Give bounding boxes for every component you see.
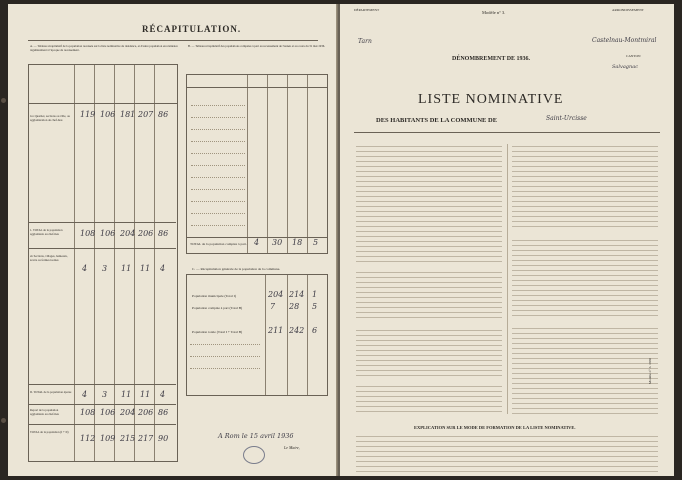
table-a <box>28 64 178 462</box>
row-label: TOTAL de la population (I + II) <box>30 430 69 434</box>
commune-value: Saint-Urcisse <box>546 115 587 122</box>
instructions-column-right <box>512 144 658 230</box>
canton-label: CANTON <box>626 54 641 58</box>
row-label: 1. TOTAL de la population agglomérée au chef-lieu <box>30 228 63 236</box>
place-date: A Rom le 15 avril 1936 <box>218 432 294 440</box>
row-label: II. TOTAL de la population éparse <box>30 390 72 394</box>
row-label: Report de la population agglomérée au chef-lieu <box>30 408 59 416</box>
commune-heading: DES HABITANTS DE LA COMMUNE DE <box>376 117 498 124</box>
section-c-title: C. — Récapitulation générale de la population de la commune. <box>192 267 281 271</box>
census-title: DÉNOMBREMENT DE 1936. <box>452 56 531 62</box>
instructions-column-left-2 <box>356 270 502 320</box>
liste-nominative-title: LISTE NOMINATIVE <box>418 92 564 107</box>
instructions-column-right-2 <box>512 238 658 318</box>
liste-nominative-page <box>340 4 674 476</box>
row-label: 2e Sections, villages, hameaux, écarts ou fermes isolées <box>30 254 68 262</box>
section-a-heading: A. — Tableau récapitulatif de la population recensée sur la liste nominative de résidence, et d'autre population en résidence régulièrement à l'époque de recensement. <box>30 44 178 52</box>
explication-title: EXPLICATION SUR LE MODE DE FORMATION DE LA LISTE NOMINATIVE. <box>414 425 576 430</box>
section-b-heading: B. — Tableau récapitulatif des populations comptées à part au recensement de l'année et au cours du 31 mai 1936. <box>188 44 325 48</box>
canton-value: Salvagnac <box>612 64 639 70</box>
signature-label: Le Maire, <box>284 445 300 450</box>
recapitulation-title: RÉCAPITULATION. <box>142 24 242 34</box>
departement-label: DÉPARTEMENT <box>354 8 380 12</box>
instructions-column-right-3 <box>512 326 658 414</box>
side-note: Modèle n° 3. 1936 <box>648 357 652 384</box>
table-b-total-label: TOTAL de la population comptée à part. <box>190 242 247 246</box>
model-label: Modèle n° 3. <box>482 10 506 15</box>
instructions-column-left-4 <box>356 384 502 414</box>
row-label: 1re Quartier, sections ou ville, ou agglomération de chef-lieu <box>30 114 70 122</box>
explication-text <box>356 434 658 474</box>
arrondissement-value: Castelnau-Montmiral <box>592 37 657 44</box>
table-c <box>186 274 328 396</box>
arrondissement-label: ARRONDISSEMENT <box>612 8 644 12</box>
archive-stamp <box>243 446 265 464</box>
table-b <box>186 74 328 254</box>
recapitulation-page: RÉCAPITULATION. A. — Tableau récapitulatif de la population recensée sur la liste nominative de résidence, et d'autre population en résidence régulièrement à l'époque de recensement. B. — Tableau récapitulatif des populations comptées à part au recensement de l'année et au cours du 31 mai 1936. 1re Quartier, sections ou ville, ou agglomération de chef-lieu 119 106 181 207 86 1. TOTAL de la population agglomérée au chef-lieu 108 106 204 206 86 2e Sections, villages, hameaux, écarts ou fermes isolées 4 3 11 11 4 II. TOTAL de la population éparse 4 3 11 11 4 Report de la population agglomérée au chef-lieu 108 106 204 206 86 TOTAL de la population (I + II) 112 109 215 217 90 TOTAL de la population comptée à part. 4 30 18 5 C. — Récapitulation générale de la population de la commune. Population municipale (Total I) 204 214 1 Population comptée à part (Total B) 7 28 5 Population totale (Total I + Total B) 211 242 6 A Rom le 15 avril 1936 Le Maire, <box>8 4 339 476</box>
instructions-column-left-3 <box>356 328 502 376</box>
instructions-column-left <box>356 144 502 262</box>
departement-value: Tarn <box>358 38 372 45</box>
